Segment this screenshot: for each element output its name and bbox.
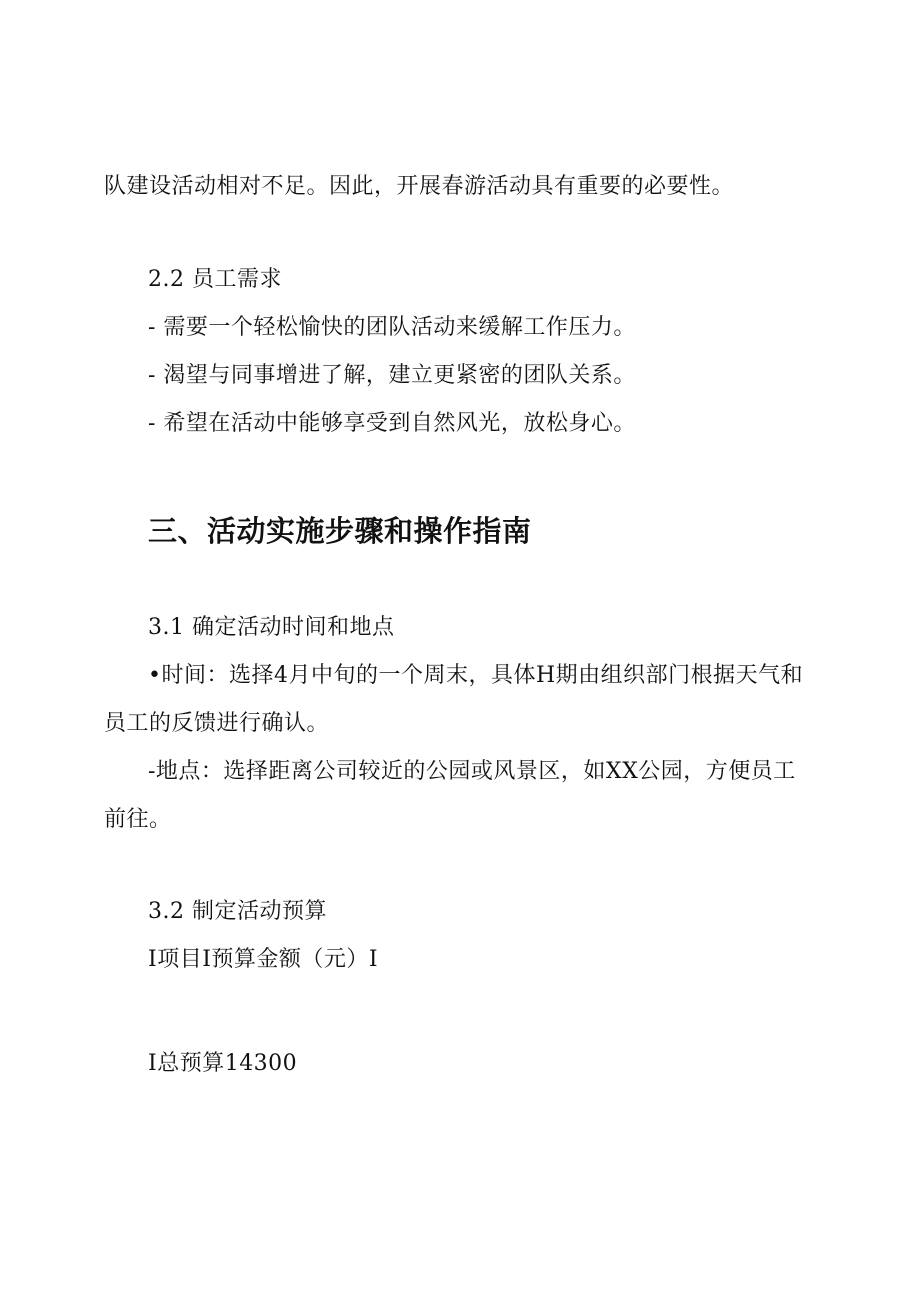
intro-continuation-text: 队建设活动相对不足。因此，开展春游活动具有重要的必要性。 [104, 174, 735, 199]
list-item: - 渴望与同事增进了解，建立更紧密的团队关系。 [148, 363, 636, 388]
time-paragraph-line-2: 员工的反馈进行确认。 [104, 711, 330, 736]
section-3-heading: 三、活动实施步骤和操作指南 [148, 514, 532, 548]
budget-table-header: I项目I预算金额（元）I [148, 947, 379, 972]
list-item: - 希望在活动中能够享受到自然风光，放松身心。 [148, 411, 636, 436]
section-2-2-title: 2.2 员工需求 [148, 267, 282, 292]
section-3-1-title: 3.1 确定活动时间和地点 [148, 615, 395, 640]
section-3-2-title: 3.2 制定活动预算 [148, 899, 327, 924]
time-paragraph-line-1: •时间：选择4月中旬的一个周末，具体H期由组织部门根据天气和 [148, 663, 804, 688]
list-item: - 需要一个轻松愉快的团队活动来缓解工作压力。 [148, 315, 636, 340]
place-paragraph-line-1: -地点：选择距离公司较近的公园或风景区，如XX公园，方便员工 [148, 759, 796, 784]
place-paragraph-line-2: 前往。 [104, 807, 172, 832]
budget-total: I总预算14300 [148, 1051, 298, 1076]
